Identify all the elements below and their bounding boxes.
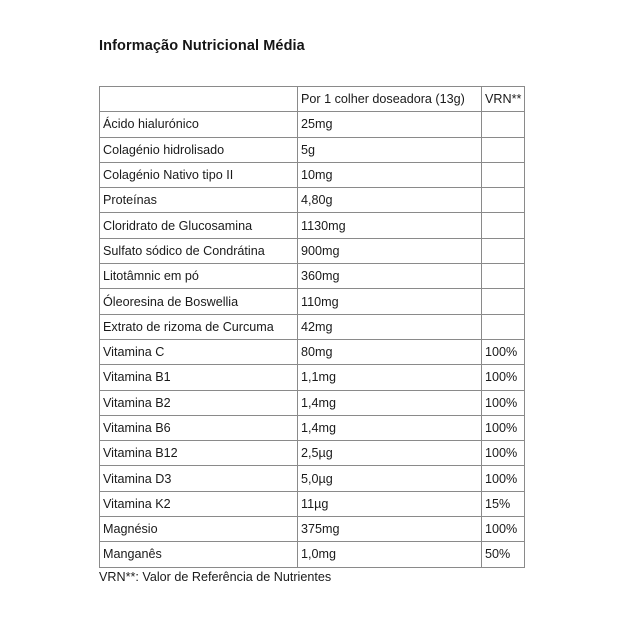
vrn-cell: [482, 314, 525, 339]
nutrient-cell: Vitamina B12: [100, 441, 298, 466]
amount-cell: 375mg: [298, 517, 482, 542]
amount-cell: 1,0mg: [298, 542, 482, 567]
vrn-cell: [482, 162, 525, 187]
amount-cell: 1,4mg: [298, 415, 482, 440]
vrn-cell: [482, 188, 525, 213]
nutrient-cell: Óleoresina de Boswellia: [100, 289, 298, 314]
header-cell-vrn: VRN**: [482, 87, 525, 112]
amount-cell: 1,4mg: [298, 390, 482, 415]
table-row: [100, 491, 525, 516]
vrn-cell: [482, 264, 525, 289]
table-row: [100, 314, 525, 339]
table-row: [100, 112, 525, 137]
table-header-row: [100, 87, 525, 112]
vrn-cell: [482, 112, 525, 137]
nutrient-cell: Vitamina B1: [100, 365, 298, 390]
vrn-cell: 15%: [482, 491, 525, 516]
nutrient-cell: Proteínas: [100, 188, 298, 213]
vrn-cell: 100%: [482, 415, 525, 440]
nutrient-cell: Extrato de rizoma de Curcuma: [100, 314, 298, 339]
amount-cell: 5g: [298, 137, 482, 162]
nutrient-cell: Litotâmnic em pó: [100, 264, 298, 289]
table-row: [100, 441, 525, 466]
vrn-cell: [482, 213, 525, 238]
nutrition-table: [99, 86, 525, 568]
amount-cell: 11µg: [298, 491, 482, 516]
nutrient-cell: Manganês: [100, 542, 298, 567]
vrn-cell: 50%: [482, 542, 525, 567]
table-row: [100, 137, 525, 162]
amount-cell: 25mg: [298, 112, 482, 137]
nutrient-cell: Ácido hialurónico: [100, 112, 298, 137]
vrn-cell: [482, 238, 525, 263]
amount-cell: 900mg: [298, 238, 482, 263]
nutrient-cell: Sulfato sódico de Condrátina: [100, 238, 298, 263]
amount-cell: 360mg: [298, 264, 482, 289]
nutrient-cell: Magnésio: [100, 517, 298, 542]
nutrient-cell: Vitamina B6: [100, 415, 298, 440]
table-row: [100, 289, 525, 314]
vrn-cell: [482, 137, 525, 162]
footnote: VRN**: Valor de Referência de Nutrientes: [99, 570, 332, 584]
nutrient-cell: Vitamina D3: [100, 466, 298, 491]
table-row: [100, 466, 525, 491]
page-title: Informação Nutricional Média: [99, 38, 305, 54]
amount-cell: 1130mg: [298, 213, 482, 238]
table-row: [100, 238, 525, 263]
vrn-cell: 100%: [482, 517, 525, 542]
nutrient-cell: Vitamina C: [100, 339, 298, 364]
header-cell-nutrient: [100, 87, 298, 112]
table-row: [100, 162, 525, 187]
table-row: [100, 390, 525, 415]
header-cell-per-dose: Por 1 colher doseadora (13g): [298, 87, 482, 112]
vrn-cell: 100%: [482, 466, 525, 491]
vrn-cell: 100%: [482, 365, 525, 390]
amount-cell: 42mg: [298, 314, 482, 339]
nutrient-cell: Colagénio Nativo tipo II: [100, 162, 298, 187]
nutrient-cell: Colagénio hidrolisado: [100, 137, 298, 162]
table-row: [100, 264, 525, 289]
vrn-cell: 100%: [482, 339, 525, 364]
vrn-cell: [482, 289, 525, 314]
nutrition-table-container: [99, 86, 525, 568]
vrn-cell: 100%: [482, 441, 525, 466]
table-row: [100, 542, 525, 567]
amount-cell: 110mg: [298, 289, 482, 314]
nutrient-cell: Vitamina B2: [100, 390, 298, 415]
nutrient-cell: Vitamina K2: [100, 491, 298, 516]
amount-cell: 5,0µg: [298, 466, 482, 491]
table-row: [100, 213, 525, 238]
amount-cell: 4,80g: [298, 188, 482, 213]
table-row: [100, 517, 525, 542]
amount-cell: 2,5µg: [298, 441, 482, 466]
table-row: [100, 188, 525, 213]
table-row: [100, 415, 525, 440]
nutrient-cell: Cloridrato de Glucosamina: [100, 213, 298, 238]
vrn-cell: 100%: [482, 390, 525, 415]
table-row: [100, 365, 525, 390]
amount-cell: 80mg: [298, 339, 482, 364]
nutrition-table-body: [100, 87, 525, 568]
table-row: [100, 339, 525, 364]
amount-cell: 1,1mg: [298, 365, 482, 390]
amount-cell: 10mg: [298, 162, 482, 187]
